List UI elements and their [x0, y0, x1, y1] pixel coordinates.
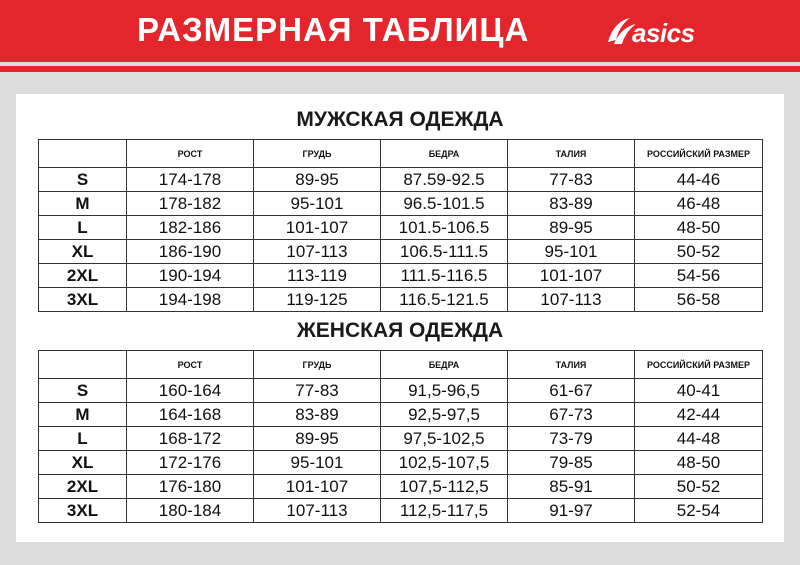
table-cell: 107,5-112,5	[381, 475, 508, 499]
table-cell: 44-46	[635, 168, 763, 192]
table-cell: 73-79	[508, 427, 635, 451]
men-size-table	[38, 139, 763, 312]
brand-name: asics	[632, 18, 695, 48]
table-cell: 56-58	[635, 288, 763, 312]
table-row	[39, 192, 763, 216]
header-stripe	[0, 66, 800, 72]
table-cell: 97,5-102,5	[381, 427, 508, 451]
table-cell: 95-101	[508, 240, 635, 264]
table-cell: 101-107	[254, 216, 381, 240]
table-cell: 172-176	[127, 451, 254, 475]
table-cell: 174-178	[127, 168, 254, 192]
asics-logo	[604, 14, 724, 54]
table-cell: 186-190	[127, 240, 254, 264]
table-cell: 107-113	[254, 240, 381, 264]
table-cell: 61-67	[508, 379, 635, 403]
table-row	[39, 379, 763, 403]
size-label: M	[39, 192, 127, 216]
table-cell: 92,5-97,5	[381, 403, 508, 427]
table-cell: 112,5-117,5	[381, 499, 508, 523]
table-cell: 107-113	[508, 288, 635, 312]
table-cell: 96.5-101.5	[381, 192, 508, 216]
table-cell: 89-95	[254, 168, 381, 192]
table-cell: 67-73	[508, 403, 635, 427]
size-label: M	[39, 403, 127, 427]
column-header: БЕДРА	[381, 351, 508, 379]
column-header: РОСТ	[127, 140, 254, 168]
size-label: L	[39, 216, 127, 240]
size-label: S	[39, 379, 127, 403]
table-cell: 160-164	[127, 379, 254, 403]
table-cell: 91,5-96,5	[381, 379, 508, 403]
size-label: 3XL	[39, 288, 127, 312]
table-cell: 178-182	[127, 192, 254, 216]
table-header-row	[39, 140, 763, 168]
table-cell: 50-52	[635, 475, 763, 499]
table-cell: 111.5-116.5	[381, 264, 508, 288]
table-cell: 176-180	[127, 475, 254, 499]
table-cell: 107-113	[254, 499, 381, 523]
table-cell: 182-186	[127, 216, 254, 240]
women-section-title: ЖЕНСКАЯ ОДЕЖДА	[296, 319, 504, 342]
column-header: ТАЛИЯ	[508, 140, 635, 168]
table-row	[39, 499, 763, 523]
table-cell: 116.5-121.5	[381, 288, 508, 312]
table-cell: 89-95	[508, 216, 635, 240]
column-header	[39, 351, 127, 379]
column-header: ГРУДЬ	[254, 140, 381, 168]
table-cell: 194-198	[127, 288, 254, 312]
table-row	[39, 240, 763, 264]
men-section-title: МУЖСКАЯ ОДЕЖДА	[296, 108, 504, 131]
table-row	[39, 475, 763, 499]
table-cell: 190-194	[127, 264, 254, 288]
table-cell: 44-48	[635, 427, 763, 451]
header-banner	[0, 0, 800, 62]
size-label: 2XL	[39, 475, 127, 499]
column-header: РОССИЙСКИЙ РАЗМЕР	[635, 351, 763, 379]
table-cell: 77-83	[508, 168, 635, 192]
size-label: 3XL	[39, 499, 127, 523]
table-cell: 77-83	[254, 379, 381, 403]
column-header: БЕДРА	[381, 140, 508, 168]
size-label: XL	[39, 451, 127, 475]
table-cell: 46-48	[635, 192, 763, 216]
table-cell: 106.5-111.5	[381, 240, 508, 264]
table-cell: 168-172	[127, 427, 254, 451]
table-cell: 101-107	[508, 264, 635, 288]
table-cell: 95-101	[254, 451, 381, 475]
table-cell: 113-119	[254, 264, 381, 288]
table-cell: 164-168	[127, 403, 254, 427]
table-row	[39, 168, 763, 192]
table-cell: 40-41	[635, 379, 763, 403]
column-header: РОСТ	[127, 351, 254, 379]
table-cell: 101-107	[254, 475, 381, 499]
column-header	[39, 140, 127, 168]
table-cell: 50-52	[635, 240, 763, 264]
table-cell: 42-44	[635, 403, 763, 427]
column-header: РОССИЙСКИЙ РАЗМЕР	[635, 140, 763, 168]
table-cell: 91-97	[508, 499, 635, 523]
table-row	[39, 264, 763, 288]
table-row	[39, 451, 763, 475]
column-header: ТАЛИЯ	[508, 351, 635, 379]
table-cell: 119-125	[254, 288, 381, 312]
size-chart-panel	[16, 94, 784, 542]
table-cell: 87.59-92.5	[381, 168, 508, 192]
table-cell: 48-50	[635, 216, 763, 240]
table-cell: 83-89	[254, 403, 381, 427]
table-cell: 85-91	[508, 475, 635, 499]
column-header: ГРУДЬ	[254, 351, 381, 379]
table-row	[39, 288, 763, 312]
size-label: XL	[39, 240, 127, 264]
table-cell: 52-54	[635, 499, 763, 523]
page-title: РАЗМЕРНАЯ ТАБЛИЦА	[137, 11, 530, 48]
table-cell: 83-89	[508, 192, 635, 216]
size-label: S	[39, 168, 127, 192]
table-cell: 102,5-107,5	[381, 451, 508, 475]
table-cell: 54-56	[635, 264, 763, 288]
size-label: 2XL	[39, 264, 127, 288]
table-cell: 79-85	[508, 451, 635, 475]
table-row	[39, 427, 763, 451]
table-header-row	[39, 351, 763, 379]
table-cell: 89-95	[254, 427, 381, 451]
table-row	[39, 403, 763, 427]
table-cell: 180-184	[127, 499, 254, 523]
table-cell: 48-50	[635, 451, 763, 475]
table-cell: 95-101	[254, 192, 381, 216]
size-label: L	[39, 427, 127, 451]
women-size-table	[38, 350, 763, 523]
table-cell: 101.5-106.5	[381, 216, 508, 240]
table-row	[39, 216, 763, 240]
